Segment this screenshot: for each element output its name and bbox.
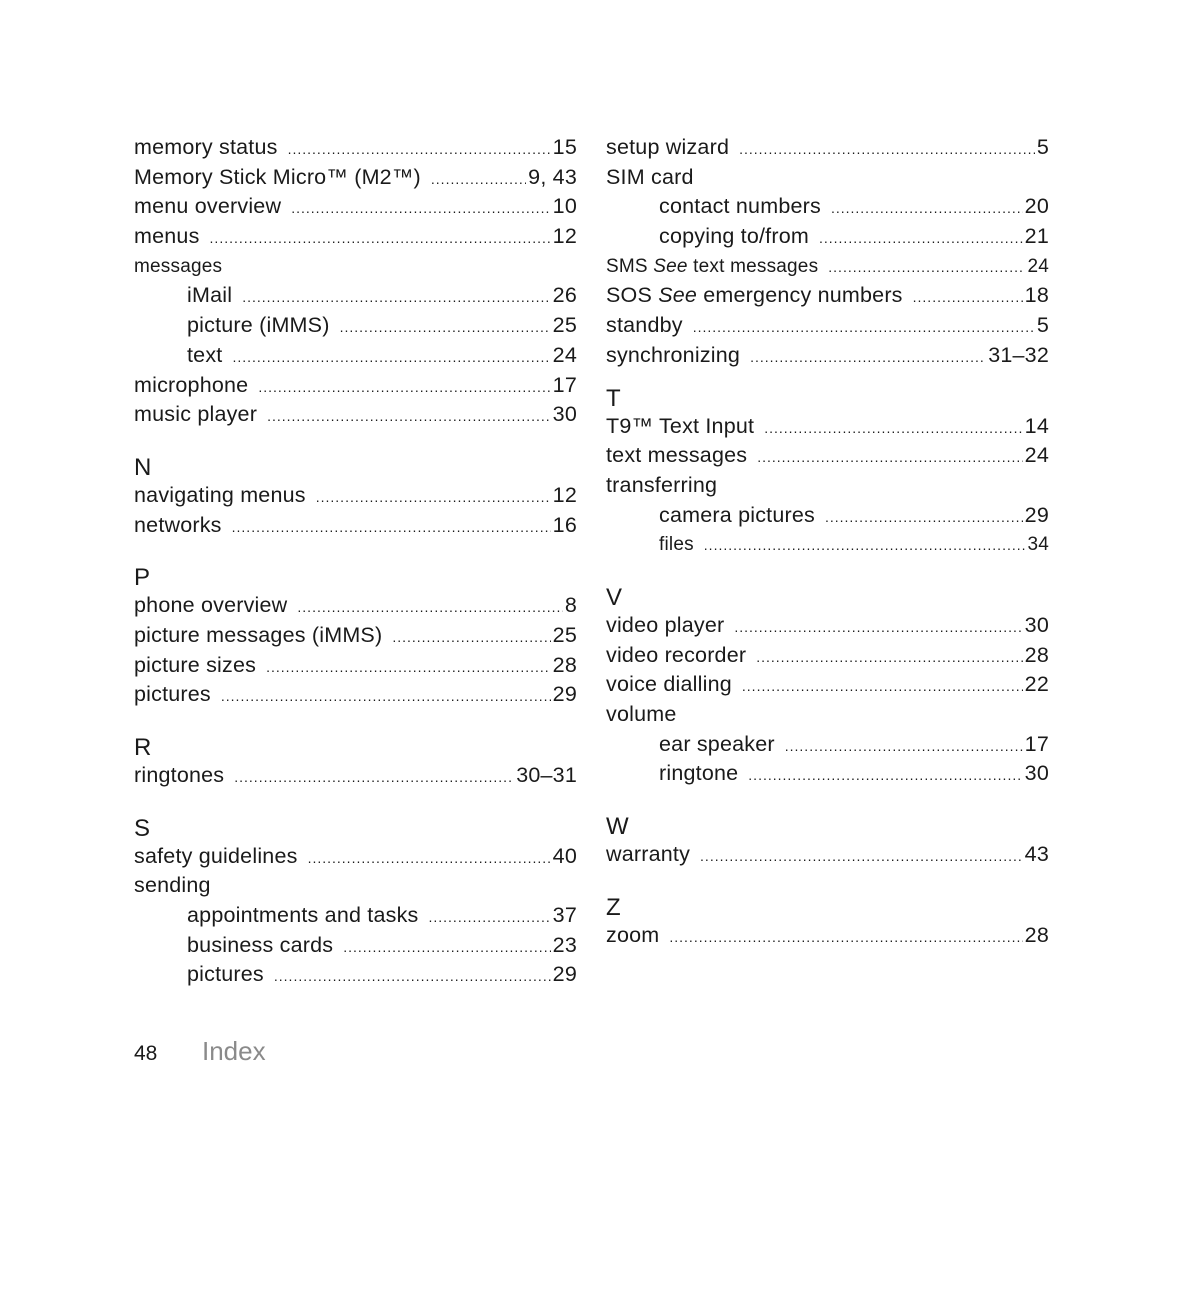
entry-term: Memory Stick Micro™ (M2™) bbox=[134, 164, 421, 189]
index-entry-ringtones[interactable] bbox=[134, 761, 577, 791]
dot-leader bbox=[234, 763, 514, 793]
dot-leader bbox=[748, 761, 1022, 791]
entry-term: picture messages (iMMS) bbox=[134, 622, 383, 647]
entry-term: appointments and tasks bbox=[187, 903, 419, 928]
entry-term: volume bbox=[606, 702, 677, 726]
index-column-right bbox=[606, 133, 1049, 950]
entry-term: networks bbox=[134, 512, 222, 537]
term-prefix: SOS bbox=[606, 283, 653, 308]
index-entry-sending bbox=[134, 871, 577, 901]
entry-page: 24 bbox=[1027, 255, 1049, 277]
entry-page: 20 bbox=[1024, 194, 1049, 219]
index-subentry-camera-pictures[interactable] bbox=[606, 501, 1049, 531]
section-letter-p: P bbox=[134, 564, 151, 592]
entry-term: video player bbox=[606, 612, 725, 637]
index-entry-phone-overview[interactable] bbox=[134, 591, 577, 621]
index-entry-voice-dialling[interactable] bbox=[606, 670, 1049, 700]
entry-page: 12 bbox=[552, 482, 577, 507]
entry-term: sending bbox=[134, 873, 211, 898]
section-letter-n: N bbox=[134, 453, 152, 481]
dot-leader bbox=[267, 402, 551, 432]
index-column-left bbox=[134, 133, 577, 990]
entry-term: microphone bbox=[134, 372, 249, 397]
page-number: 48 bbox=[134, 1042, 158, 1065]
section-letter-z: Z bbox=[606, 893, 621, 921]
dot-leader bbox=[210, 224, 551, 254]
entry-page: 9, 43 bbox=[528, 164, 577, 189]
entry-page: 34 bbox=[1027, 534, 1049, 556]
dot-leader bbox=[828, 253, 1025, 283]
section-letter-r: R bbox=[134, 734, 152, 761]
dot-leader bbox=[764, 414, 1022, 444]
index-entry-sms[interactable] bbox=[606, 252, 1049, 282]
entry-term: copying to/from bbox=[659, 224, 809, 249]
entry-page: 17 bbox=[1024, 731, 1049, 756]
dot-leader bbox=[431, 165, 526, 195]
entry-page: 16 bbox=[552, 512, 577, 537]
see-reference: See bbox=[653, 255, 688, 277]
dot-leader bbox=[258, 373, 550, 403]
entry-term: zoom bbox=[606, 922, 660, 947]
index-entry-menus[interactable] bbox=[134, 222, 577, 252]
entry-page: 31–32 bbox=[988, 342, 1049, 367]
entry-page: 8 bbox=[564, 593, 577, 618]
entry-page: 30 bbox=[552, 402, 577, 427]
entry-term: warranty bbox=[606, 842, 691, 867]
index-entry-transferring bbox=[606, 471, 1049, 501]
entry-term: ringtones bbox=[134, 763, 225, 787]
index-entry-volume bbox=[606, 700, 1049, 730]
index-entry-memory-stick[interactable] bbox=[134, 163, 577, 193]
term-suffix: emergency numbers bbox=[703, 283, 903, 308]
entry-term bbox=[606, 252, 818, 282]
entry-page: 29 bbox=[552, 682, 577, 707]
index-subentry-picture-imms[interactable] bbox=[134, 311, 577, 341]
index-entry-sim-card bbox=[606, 163, 1049, 193]
entry-page: 43 bbox=[1024, 842, 1049, 867]
dot-leader bbox=[340, 313, 551, 343]
entry-term: transferring bbox=[606, 472, 718, 497]
entry-term: T9™ Text Input bbox=[606, 413, 755, 438]
entry-term: pictures bbox=[187, 962, 264, 987]
entry-term: camera pictures bbox=[659, 502, 815, 527]
index-subentry-imail[interactable] bbox=[134, 281, 577, 311]
entry-page: 10 bbox=[552, 194, 577, 219]
index-subentry-sending-pictures[interactable] bbox=[134, 960, 577, 990]
entry-page: 28 bbox=[1024, 642, 1049, 667]
section-letter-s: S bbox=[134, 814, 151, 842]
page-footer bbox=[134, 1036, 266, 1068]
index-entry-t9[interactable] bbox=[606, 412, 1049, 442]
index-subentry-ringtone[interactable] bbox=[606, 759, 1049, 789]
entry-term: SIM card bbox=[606, 164, 694, 189]
dot-leader bbox=[825, 503, 1023, 533]
dot-leader bbox=[316, 483, 551, 513]
dot-leader bbox=[757, 443, 1022, 473]
term-prefix: SMS bbox=[606, 255, 648, 277]
entry-term: video recorder bbox=[606, 642, 747, 667]
index-entry-setup-wizard[interactable] bbox=[606, 133, 1049, 163]
section-title: Index bbox=[202, 1036, 266, 1066]
index-subentry-copying[interactable] bbox=[606, 222, 1049, 252]
entry-term: text bbox=[187, 342, 223, 367]
entry-page: 5 bbox=[1036, 313, 1049, 338]
entry-term: navigating menus bbox=[134, 482, 306, 507]
entry-page: 12 bbox=[552, 224, 577, 249]
entry-term: setup wizard bbox=[606, 135, 730, 159]
entry-term: music player bbox=[134, 402, 258, 427]
dot-leader bbox=[742, 672, 1023, 702]
entry-term: menus bbox=[134, 224, 200, 249]
entry-page: 30 bbox=[1024, 612, 1049, 637]
entry-term: safety guidelines bbox=[134, 843, 298, 868]
entry-page: 23 bbox=[552, 932, 577, 957]
index-entry-microphone[interactable] bbox=[134, 371, 577, 401]
dot-leader bbox=[288, 135, 551, 165]
term-suffix: text messages bbox=[693, 255, 819, 277]
entry-term: iMail bbox=[187, 283, 233, 308]
entry-page: 17 bbox=[552, 372, 577, 397]
entry-term bbox=[606, 281, 903, 311]
section-letter-v: V bbox=[606, 583, 623, 611]
section-letter-t: T bbox=[606, 384, 621, 412]
entry-page: 22 bbox=[1024, 672, 1049, 697]
index-entry-sos[interactable] bbox=[606, 281, 1049, 311]
dot-leader bbox=[266, 653, 551, 683]
entry-page: 18 bbox=[1024, 283, 1049, 308]
entry-page: 14 bbox=[1024, 413, 1049, 438]
dot-leader bbox=[221, 682, 551, 712]
entry-term: pictures bbox=[134, 682, 211, 707]
dot-leader bbox=[428, 903, 550, 933]
entry-page: 24 bbox=[1024, 443, 1049, 468]
index-entry-video-recorder[interactable] bbox=[606, 641, 1049, 671]
index-entry-music-player[interactable] bbox=[134, 400, 577, 430]
index-entry-picture-sizes[interactable] bbox=[134, 651, 577, 681]
dot-leader bbox=[669, 923, 1022, 953]
entry-page: 30 bbox=[1024, 761, 1049, 786]
entry-term: picture sizes bbox=[134, 652, 257, 677]
entry-term: voice dialling bbox=[606, 672, 732, 697]
entry-term: standby bbox=[606, 313, 683, 338]
entry-term: text messages bbox=[606, 443, 748, 468]
dot-leader bbox=[913, 283, 1023, 313]
entry-page: 5 bbox=[1036, 135, 1049, 159]
entry-term: menu overview bbox=[134, 194, 282, 219]
dot-leader bbox=[704, 531, 1026, 561]
dot-leader bbox=[343, 933, 550, 963]
index-entry-standby[interactable] bbox=[606, 311, 1049, 341]
entry-term: picture (iMMS) bbox=[187, 313, 330, 338]
index-entry-warranty[interactable] bbox=[606, 840, 1049, 870]
index-subentry-text[interactable] bbox=[134, 341, 577, 371]
index-entry-pictures[interactable] bbox=[134, 680, 577, 710]
entry-page: 40 bbox=[552, 843, 577, 868]
index-entry-memory-status[interactable] bbox=[134, 133, 577, 163]
entry-term: contact numbers bbox=[659, 194, 821, 219]
see-reference: See bbox=[658, 283, 698, 308]
entry-page: 15 bbox=[552, 135, 577, 159]
dot-leader bbox=[242, 283, 550, 313]
entry-page: 25 bbox=[552, 313, 577, 338]
index-entry-picture-messages[interactable] bbox=[134, 621, 577, 651]
entry-term: files bbox=[659, 534, 694, 556]
entry-term: business cards bbox=[187, 932, 334, 957]
index-subentry-appointments[interactable] bbox=[134, 901, 577, 931]
dot-leader bbox=[739, 135, 1035, 165]
dot-leader bbox=[734, 613, 1022, 643]
entry-page: 28 bbox=[1024, 922, 1049, 947]
index-entry-safety-guidelines[interactable] bbox=[134, 842, 577, 872]
entry-term: synchronizing bbox=[606, 342, 741, 367]
dot-leader bbox=[750, 343, 986, 373]
dot-leader bbox=[291, 194, 550, 224]
index-subentry-files[interactable] bbox=[606, 530, 1049, 560]
entry-term: memory status bbox=[134, 135, 278, 159]
entry-page: 25 bbox=[552, 622, 577, 647]
dot-leader bbox=[693, 313, 1035, 343]
index-entry-synchronizing[interactable] bbox=[606, 341, 1049, 371]
entry-page: 28 bbox=[552, 652, 577, 677]
entry-term: phone overview bbox=[134, 593, 288, 618]
index-entry-zoom[interactable] bbox=[606, 921, 1049, 951]
entry-term: ringtone bbox=[659, 761, 739, 786]
index-entry-menu-overview[interactable] bbox=[134, 192, 577, 222]
entry-page: 29 bbox=[1024, 502, 1049, 527]
index-entry-networks[interactable] bbox=[134, 511, 577, 541]
dot-leader bbox=[700, 842, 1023, 872]
index-subentry-contact-numbers[interactable] bbox=[606, 192, 1049, 222]
section-letter-w: W bbox=[606, 813, 629, 841]
entry-term: ear speaker bbox=[659, 731, 775, 756]
dot-leader bbox=[831, 194, 1023, 224]
entry-term: messages bbox=[134, 255, 223, 277]
entry-page: 24 bbox=[552, 342, 577, 367]
dot-leader bbox=[785, 732, 1023, 762]
dot-leader bbox=[756, 643, 1022, 673]
dot-leader bbox=[232, 513, 551, 543]
entry-page: 30–31 bbox=[516, 763, 577, 787]
dot-leader bbox=[297, 593, 562, 623]
dot-leader bbox=[392, 623, 550, 653]
index-entry-text-messages[interactable] bbox=[606, 441, 1049, 471]
dot-leader bbox=[819, 224, 1023, 254]
index-entry-messages bbox=[134, 252, 577, 282]
dot-leader bbox=[274, 962, 551, 992]
dot-leader bbox=[308, 844, 551, 874]
index-entry-navigating-menus[interactable] bbox=[134, 481, 577, 511]
index-subentry-business-cards[interactable] bbox=[134, 931, 577, 961]
entry-page: 37 bbox=[552, 903, 577, 928]
dot-leader bbox=[232, 343, 550, 373]
index-entry-video-player[interactable] bbox=[606, 611, 1049, 641]
index-subentry-ear-speaker[interactable] bbox=[606, 730, 1049, 760]
entry-page: 26 bbox=[552, 283, 577, 308]
entry-page: 29 bbox=[552, 962, 577, 987]
entry-page: 21 bbox=[1024, 224, 1049, 249]
